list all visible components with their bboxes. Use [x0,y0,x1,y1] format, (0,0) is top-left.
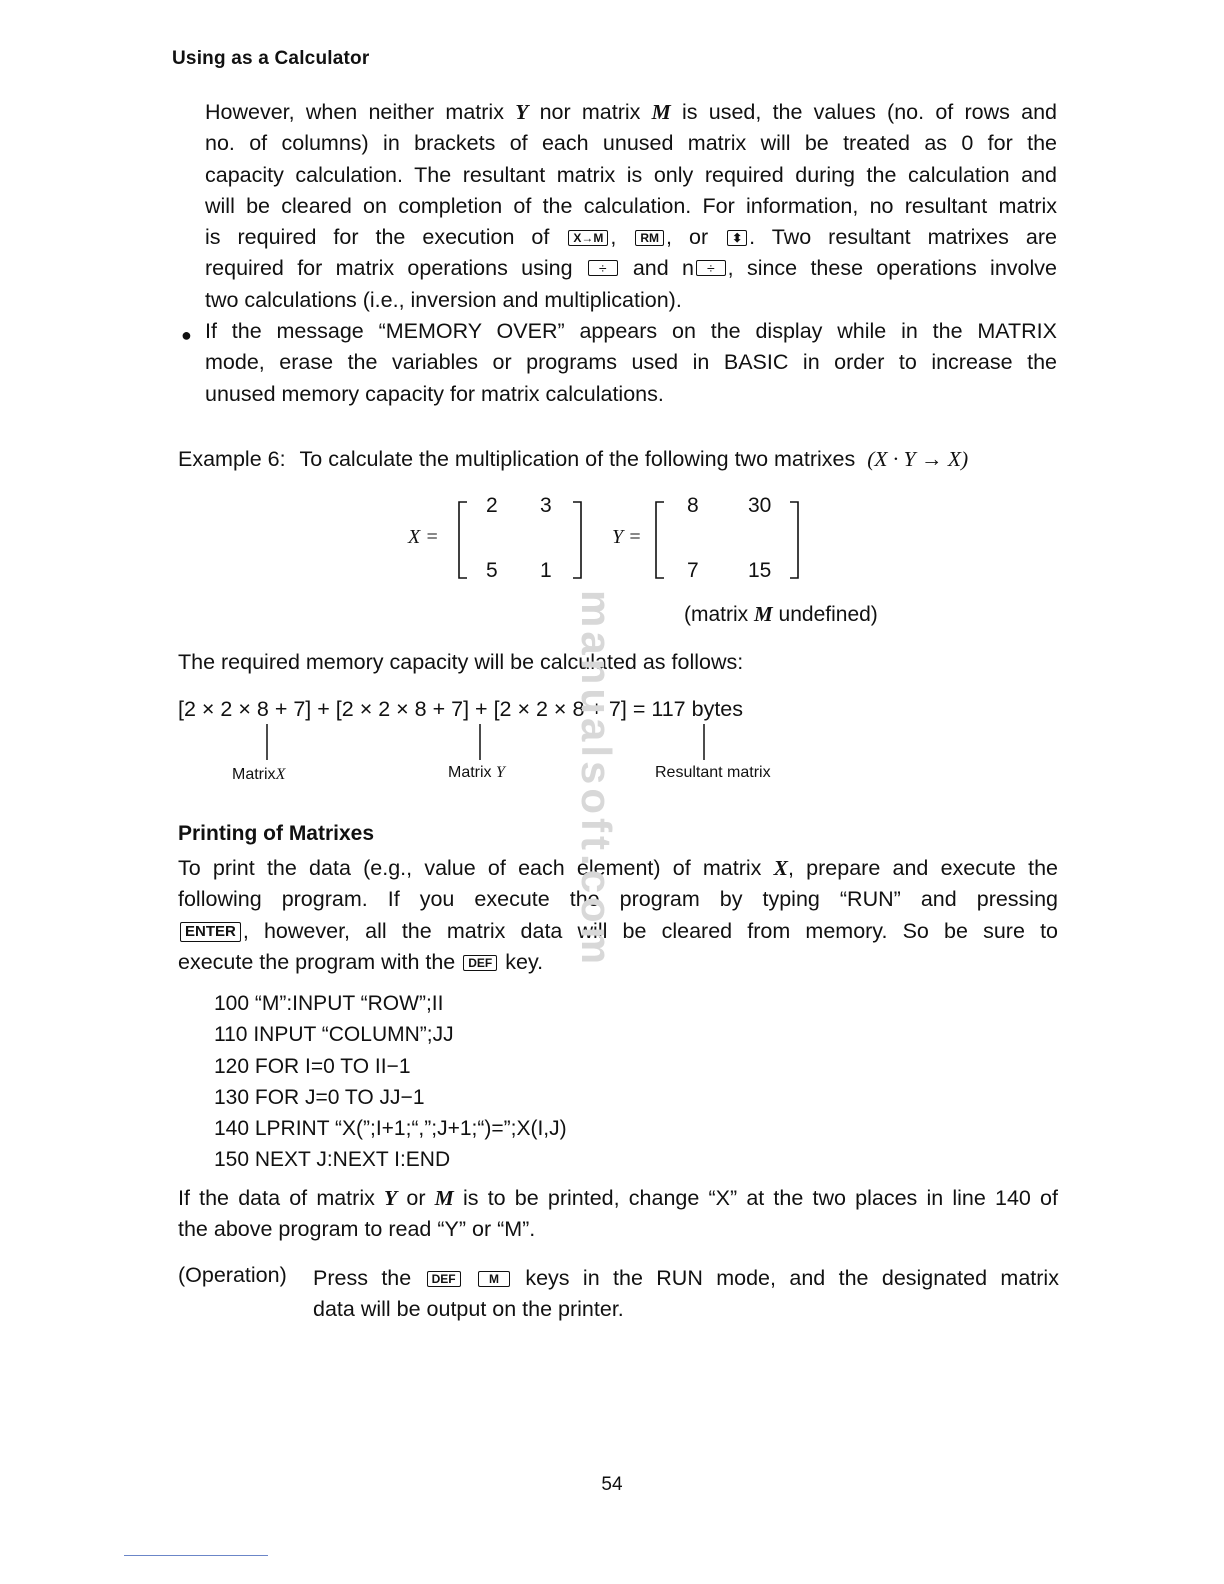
capacity-intro: The required memory capacity will be calculated as follows: [178,650,744,674]
label-matrix-y: Matrix Y [448,764,505,781]
section-heading: Printing of Matrixes [178,822,375,845]
text-line: ENTER , however, all the matrix data will be cleared from memory. So be sure to [178,916,1058,947]
text-line: no. of columns) in brackets of each unused matrix will be treated as 0 for the [205,131,1057,156]
text-line: two calculations (i.e., inversion and multiplication). [205,287,682,312]
program-line: 120 FOR I=0 TO II−1 [214,1054,411,1078]
bullet-icon: ● [181,325,192,345]
enter-key-icon: ENTER [180,922,241,942]
divide-key-icon: ÷ [588,260,618,276]
program-line: 150 NEXT J:NEXT I:END [214,1148,451,1172]
text-line: following program. If you execute the program by typing “RUN” and pressing [178,887,1058,912]
matrix-x-label: X = [408,526,439,548]
program-line: 140 LPRINT “X(”;I+1;“,”;J+1;“)=”;X(I,J) [214,1117,567,1141]
text-line: will be cleared on completion of the calculation. For information, no resultant matrix [205,193,1057,218]
program-line: 100 “M”:INPUT “ROW”;II [214,992,444,1015]
matrix-cell: 2 [486,494,498,517]
matrix-cell: 8 [687,494,699,517]
updown-key-icon: ⬍ [727,230,747,246]
example-label: Example 6: [178,447,286,471]
page-number: 54 [601,1474,623,1495]
program-listing [214,988,567,1176]
matrix-cell: 30 [748,494,772,517]
divide-key-icon: ÷ [696,260,726,276]
matrix-cell: 1 [540,559,552,582]
text-line: capacity calculation. The resultant matrix is only required during the calculation and [205,162,1057,187]
text-line: To print the data (e.g., value of each element) of matrix X, prepare and execute the [178,856,1058,880]
program-line: 110 INPUT “COLUMN”;JJ [214,1023,454,1047]
matrix-cell: 15 [748,559,772,582]
matrix-m-note: (matrix M undefined) [684,602,878,626]
m-key-icon: M [478,1271,510,1287]
label-resultant-matrix: Resultant matrix [655,764,771,781]
text-line: execute the program with the DEF key. [178,949,544,974]
rm-key-icon: RM [635,230,664,246]
def-key-icon: DEF [463,955,497,971]
watermark: manualsoft.com [573,590,620,969]
operation-text [313,1263,1059,1326]
text-line: mode, erase the variables or programs used in BASIC in order to increase the [205,350,1057,375]
text-line: If the message “MEMORY OVER” appears on the display while in the MATRIX [205,319,1057,343]
example-line: Example 6: To calculate the multiplication of the following two matrixes (X · Y → X) [178,447,969,471]
def-key-icon: DEF [427,1271,461,1287]
text-line: If the data of matrix Y or M is to be printed, change “X” at the two places in line 140 of [178,1186,1058,1210]
matrix-cell: 3 [540,494,552,517]
text-line: However, when neither matrix Y nor matrix M is used, the values (no. of rows and [205,100,1057,124]
text-line: data will be output on the printer. [313,1297,624,1322]
matrix-cell: 7 [687,559,699,582]
text-line: is required for the execution of X→M , RM , or ⬍ . Two resultant matrixes are [205,225,1057,250]
page-header: Using as a Calculator [172,48,370,69]
footer-rule [124,1555,268,1556]
after-program-paragraph [178,1183,1058,1246]
program-line: 130 FOR J=0 TO JJ−1 [214,1085,425,1109]
text-line: required for matrix operations using ÷ and n ÷ , since these operations involve [205,256,1057,281]
capacity-formula: [2 × 2 × 8 + 7] + [2 × 2 × 8 + 7] + [2 × 2 × 8 + 7] = 117 bytes [178,697,743,721]
matrix-y-label: Y = [612,526,642,548]
label-matrix-x: MatrixX [232,766,286,783]
matrix-cell: 5 [486,559,498,582]
text-line: Press the DEF M keys in the RUN mode, and the designated matrix [313,1266,1059,1290]
text-line: the above program to read “Y” or “M”. [178,1217,536,1242]
text-line: unused memory capacity for matrix calculations. [205,381,664,406]
operation-label: (Operation) [178,1263,287,1287]
xm-key-icon: X→M [568,230,608,246]
